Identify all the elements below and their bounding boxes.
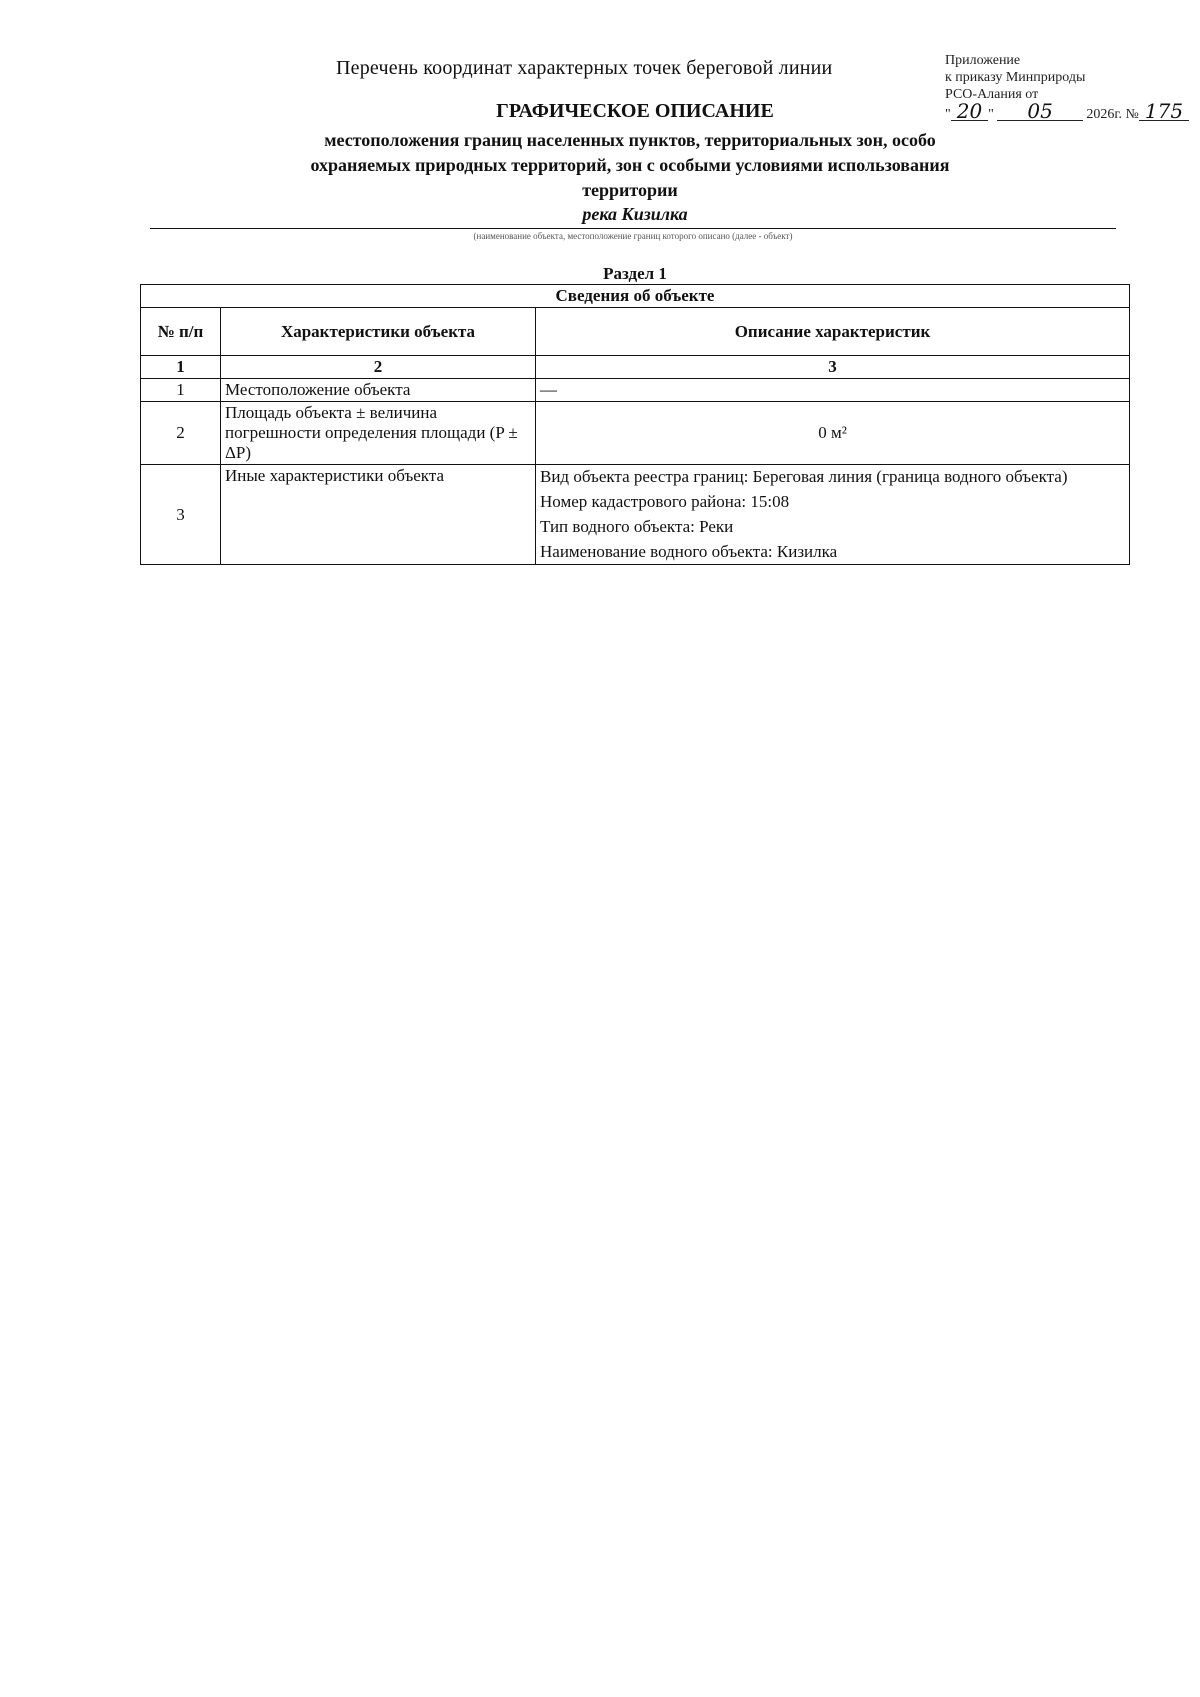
row-description bbox=[536, 465, 1130, 565]
row-characteristic: Иные характеристики объекта bbox=[221, 465, 536, 565]
document-subtitle: местоположения границ населенных пунктов, территориальных зон, особо охраняемых природных территорий, зон с особыми условиями использования территории bbox=[310, 130, 950, 200]
appendix-date-line: " 20 " 05 2026г. № 175 bbox=[945, 103, 1189, 123]
table-row bbox=[141, 379, 1130, 402]
row-characteristic: Местоположение объекта bbox=[221, 379, 536, 402]
row-number: 1 bbox=[141, 379, 221, 402]
table-row bbox=[141, 465, 1130, 565]
object-info-table bbox=[140, 284, 1130, 565]
table-title-row bbox=[141, 285, 1130, 308]
appendix-line-1: Приложение bbox=[945, 53, 1021, 68]
table-title: Сведения об объекте bbox=[141, 285, 1130, 308]
description-line: Номер кадастрового района: 15:08 bbox=[540, 492, 790, 511]
object-name-underline bbox=[150, 228, 1116, 229]
appendix-line-3: РСО-Алания от bbox=[945, 87, 1039, 102]
description-line: Тип водного объекта: Реки bbox=[540, 517, 734, 536]
header-characteristic: Характеристики объекта bbox=[221, 308, 536, 356]
column-number: 2 bbox=[221, 356, 536, 379]
object-name: река Кизилка bbox=[582, 204, 688, 224]
description-line: Вид объекта реестра границ: Береговая линия (граница водного объекта) bbox=[540, 467, 1068, 486]
section-title: Раздел 1 bbox=[603, 264, 667, 283]
header-num: № п/п bbox=[141, 308, 221, 356]
appendix-day: 20 bbox=[951, 103, 988, 121]
object-name-caption: (наименование объекта, местоположение границ которого описано (далее - объект) bbox=[473, 231, 793, 241]
header-description: Описание характеристик bbox=[536, 308, 1130, 356]
row-characteristic: Площадь объекта ± величина погрешности определения площади (P ± ΔP) bbox=[221, 402, 536, 465]
table-column-numbers-row bbox=[141, 356, 1130, 379]
appendix-year: 2026г. № bbox=[1086, 107, 1139, 122]
table-header-row bbox=[141, 308, 1130, 356]
column-number: 3 bbox=[536, 356, 1130, 379]
row-number: 2 bbox=[141, 402, 221, 465]
table-row bbox=[141, 402, 1130, 465]
appendix-line-2: к приказу Минприроды bbox=[945, 70, 1086, 85]
document-title: ГРАФИЧЕСКОЕ ОПИСАНИЕ bbox=[496, 100, 774, 122]
row-description: — bbox=[536, 379, 1130, 402]
appendix-number: 175 bbox=[1139, 103, 1189, 121]
row-description: 0 м² bbox=[536, 402, 1130, 465]
description-line: Наименование водного объекта: Кизилка bbox=[540, 542, 838, 561]
row-number: 3 bbox=[141, 465, 221, 565]
page-header: Перечень координат характерных точек береговой линии bbox=[336, 57, 833, 79]
column-number: 1 bbox=[141, 356, 221, 379]
appendix-month: 05 bbox=[997, 103, 1082, 121]
